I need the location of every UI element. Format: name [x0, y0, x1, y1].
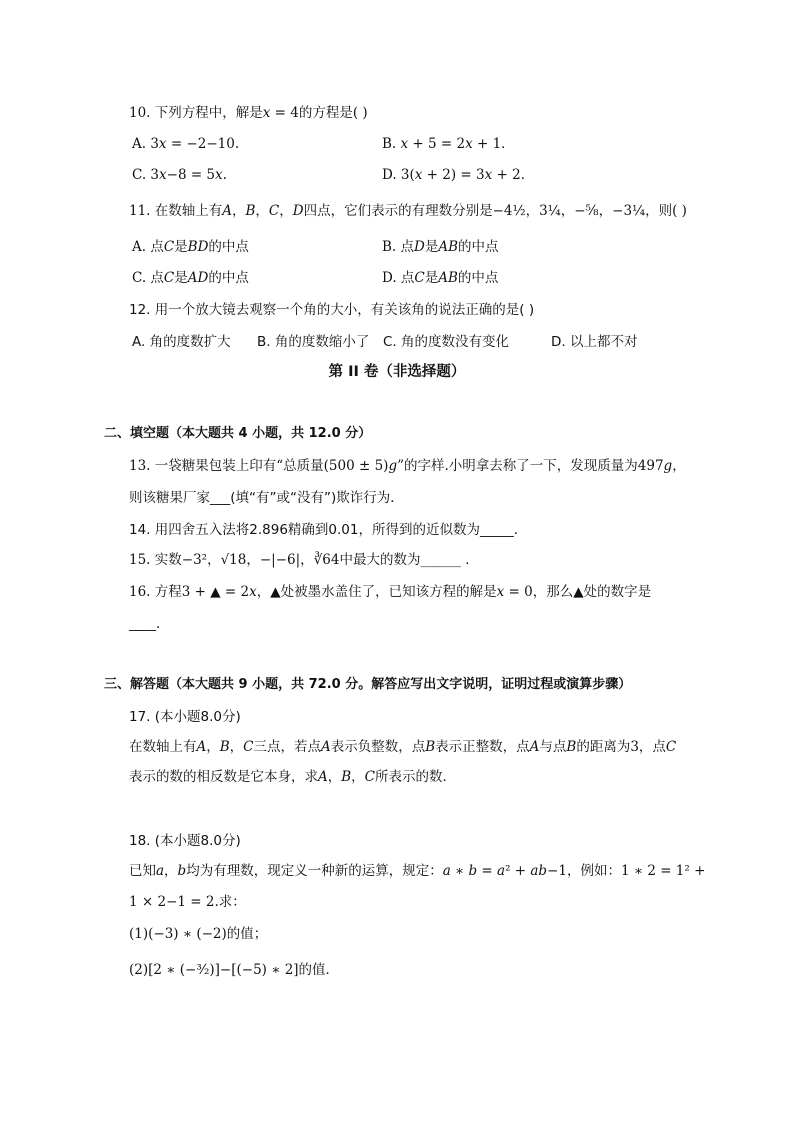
q17-heading: 17. (本小题8.0分): [129, 709, 241, 725]
q14-text: 14. 用四舍五入法将2.896精确到0.01，所得到的近似数为_____．: [129, 522, 528, 538]
q10-option-a: A. 3𝑥 = −2−10.: [132, 136, 240, 152]
q11-option-a: A. 点𝐶是𝐵𝐷的中点: [132, 239, 249, 255]
q10-option-c: C. 3𝑥−8 = 5𝑥.: [132, 167, 227, 183]
q17-line2: 表示的数的相反数是它本身，求𝐴，𝐵，𝐶所表示的数．: [129, 769, 456, 785]
q10-option-b: B. 𝑥 + 5 = 2𝑥 + 1．: [382, 136, 515, 152]
q18-heading: 18. (本小题8.0分): [129, 833, 241, 849]
q16-line2: ____．: [129, 616, 170, 632]
q11-option-b: B. 点𝐷是𝐴𝐵的中点: [382, 239, 499, 255]
q15-text: 15. 实数−3²，√18，−|−6|，∛64中最大的数为______ ．: [129, 552, 479, 568]
section3-heading: 三、解答题（本大题共 9 小题，共 72.0 分。解答应写出文字说明，证明过程或演算步骤）: [104, 677, 632, 692]
q18-line1: 已知𝑎，𝑏均为有理数，现定义一种新的运算，规定：𝑎 ∗ 𝑏 = 𝑎² + 𝑎𝑏−1，例如：1 ∗ 2 = 1² +: [129, 863, 706, 879]
q17-line1: 在数轴上有𝐴，𝐵，𝐶三点，若点𝐴表示负整数，点𝐵表示正整数，点𝐴与点𝐵的距离为3，点𝐶: [129, 739, 677, 755]
q13-line2: 则该糖果厂家___(填“有”或“没有”)欺诈行为．: [129, 490, 404, 506]
q11-option-c: C. 点𝐶是𝐴𝐷的中点: [132, 270, 249, 286]
q18-line3: (1)(−3) ∗ (−2)的值；: [129, 926, 268, 942]
q12-option-a: A. 角的度数扩大: [132, 334, 231, 350]
q16-line1: 16. 方程3 + ▲ = 2𝑥，▲处被墨水盖住了，已知该方程的解是𝑥 = 0，那么▲处的数字是: [129, 584, 652, 600]
part2-title: 第 II 卷（非选择题）: [328, 364, 466, 380]
q11-stem: 11. 在数轴上有𝐴，𝐵，𝐶，𝐷四点，它们表示的有理数分别是−4½，3¼，−⅝，−3¼，则( ): [129, 203, 687, 219]
q13-line1: 13. 一袋糖果包装上印有“总质量(500 ± 5)𝑔”的字样.小明拿去称了一下，发现质量为497𝑔，: [129, 458, 686, 474]
q18-line2: 1 × 2−1 = 2.求：: [129, 894, 246, 910]
q18-line4: (2)[2 ∗ (−³⁄₂)]−[(−5) ∗ 2]的值．: [129, 962, 340, 978]
q12-option-c: C. 角的度数没有变化: [383, 334, 510, 350]
q10-option-d: D. 3(𝑥 + 2) = 3𝑥 + 2．: [382, 167, 535, 183]
q12-option-b: B. 角的度数缩小了: [257, 334, 370, 350]
q11-option-d: D. 点𝐶是𝐴𝐵的中点: [382, 270, 499, 286]
q12-stem: 12. 用一个放大镜去观察一个角的大小，有关该角的说法正确的是( ): [129, 302, 535, 318]
q12-option-d: D. 以上都不对: [551, 334, 638, 350]
section2-heading: 二、填空题（本大题共 4 小题，共 12.0 分）: [104, 426, 372, 441]
q10-stem: 10. 下列方程中，解是𝑥 = 4的方程是( ): [129, 105, 368, 121]
